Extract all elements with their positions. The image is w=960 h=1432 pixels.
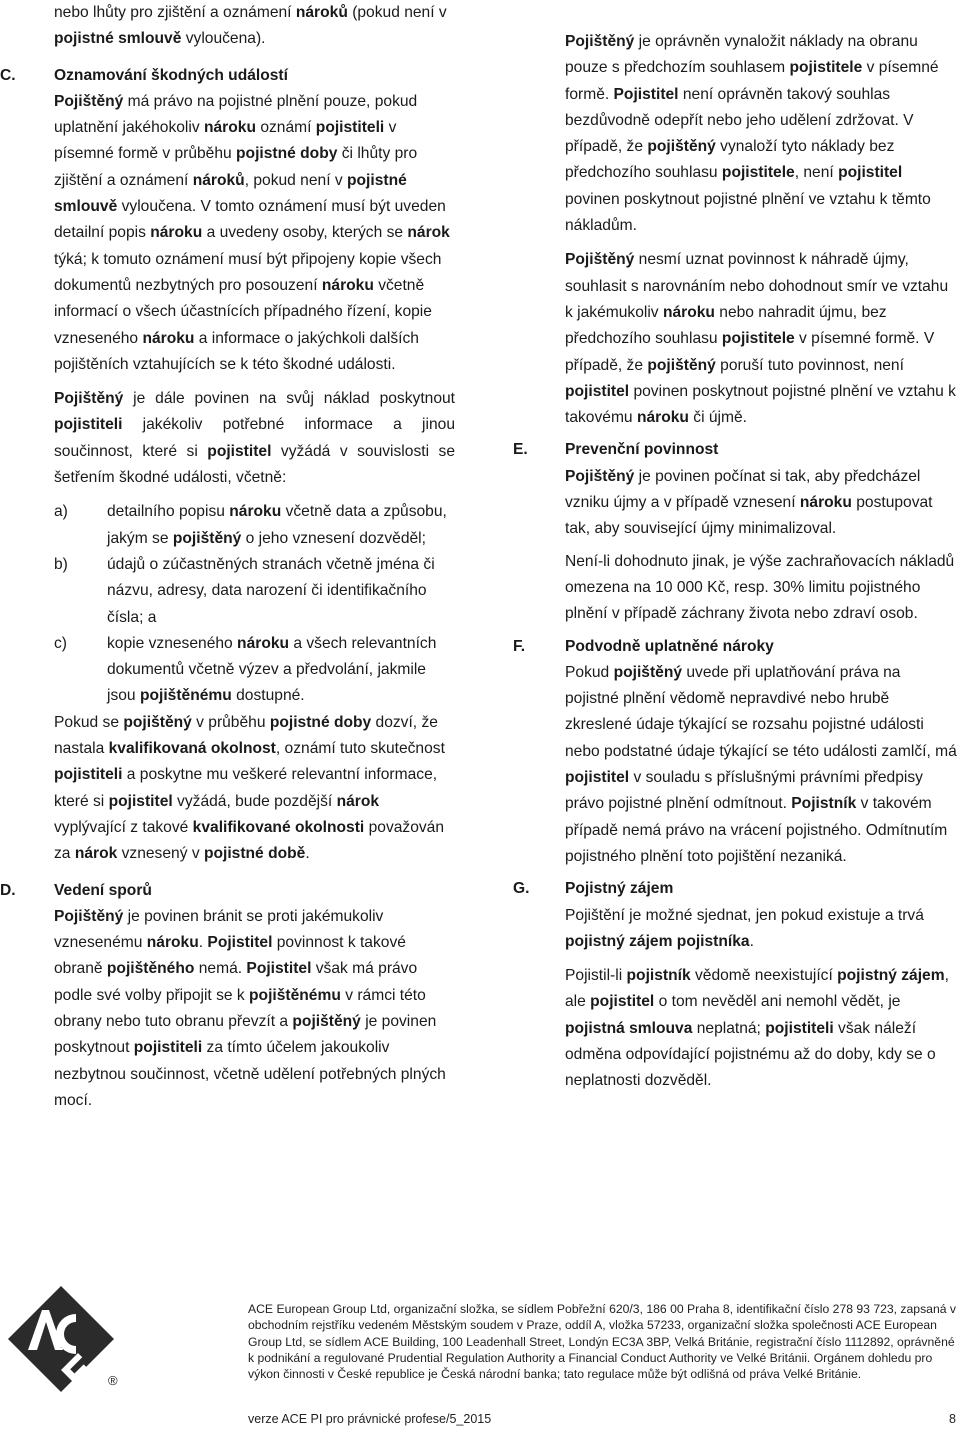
section-c-paragraph-2: Pojištěný je dále povinen na svůj náklad poskytnout pojistiteli jakékoliv potřebné informace a jinou součinnost, které si pojistitel vyžádá v souvislosti se šetřením škodné události, včetně: (54, 390, 455, 487)
list-item (54, 631, 455, 710)
left-column (0, 0, 455, 1114)
section-d-letter: D. (0, 881, 16, 899)
section-e-paragraph-1: Pojištěný je povinen počínat si tak, aby předcházel vzniku újmy a v případě vznesení nároku postupovat tak, aby související újmy minimalizoval. (565, 467, 933, 538)
company-info: ACE European Group Ltd, organizační složka, se sídlem Pobřežní 620/3, 186 00 Praha 8, identifikační číslo 278 93 723, zapsaná v obchodním rejstříku vedeném Městským soudem v Praze, oddíl A, vložka 57233, organizační složka společnosti ACE European Group Ltd, se sídlem ACE Building, 100 Leadenhall Street, Londýn EC3A 3BP, Velká Británie, registrační číslo 1112892, oprávněné k podnikání a regulované Prudential Regulation Authority a Financial Conduct Authority ve Velké Británii. Orgánem dohledu pro výkon činnosti v České republice je Česká národní banka; tato regulace může být odlišná od práva Velké Británie. (248, 1302, 956, 1382)
section-c-paragraph-3: Pokud se pojištěný v průběhu pojistné doby dozví, že nastala kvalifikovaná okolnost, oznámí tuto skutečnost pojistiteli a poskytne mu veškeré relevantní informace, které si pojistitel vyžádá, bude pozdější nárok vyplývající z takové kvalifikované okolnosti považován za nárok vznesený v pojistné době. (54, 713, 445, 863)
list-item-marker: c) (54, 634, 67, 652)
section-f-title: Podvodně uplatněné nároky (565, 637, 774, 655)
section-g-paragraph-2: Pojistil-li pojistník vědomě neexistující pojistný zájem, ale pojistitel o tom nevěděl ani nemohl vědět, je pojistná smlouva neplatná; pojistiteli však náleží odměna odpovídající pojistnému až do doby, kdy se o neplatnosti dozvěděl. (565, 967, 949, 1090)
list-item-text: údajů o zúčastněných stranách včetně jména či názvu, adresy, data narození či identifikačního čísla; a (107, 555, 435, 626)
section-d-paragraph-1: Pojištěný je povinen bránit se proti jakémukoliv vznesenému nároku. Pojistitel povinnost k takové obraně pojištěného nemá. Pojistitel však má právo podle své volby připojit se k pojištěnému v rámci této obrany nebo tuto obranu převzít a pojištěný je povinen poskytnout pojistiteli za tímto účelem jakoukoliv nezbytnou součinnost, včetně udělení potřebných plných mocí. (54, 907, 446, 1109)
section-c-list (54, 499, 455, 709)
list-item-text: detailního popisu nároku včetně data a způsobu, jakým se pojištěný o jeho vznesení dozvěděl; (107, 503, 447, 547)
section-d-title: Vedení sporů (54, 881, 152, 899)
carry-over-paragraph: nebo lhůty pro zjištění a oznámení nároků (pokud není v pojistné smlouvě vyloučena). (54, 4, 447, 48)
section-f (511, 634, 958, 871)
list-item (54, 499, 455, 552)
section-d-paragraph-3: Pojištěný nesmí uznat povinnost k náhradě újmy, souhlasit s narovnáním nebo dohodnout smír ve vztahu k jakémukoliv nároku nebo nahradit újmu, bez předchozího souhlasu pojistitele v písemné formě. V případě, že pojištěný poruší tuto povinnost, není pojistitel povinen poskytnout pojistné plnění ve vztahu k takovému nároku či újmě. (565, 251, 956, 427)
section-c-title: Oznamování škodných událostí (54, 66, 288, 84)
list-item-marker: b) (54, 555, 68, 573)
section-g-paragraph-1: Pojištění je možné sjednat, jen pokud existuje a trvá pojistný zájem pojistníka. (565, 906, 924, 950)
document-version: verze ACE PI pro právnické profese/5_2015 (248, 1412, 492, 1426)
list-item-marker: a) (54, 503, 68, 521)
logo-text: ACE (59, 1348, 63, 1349)
section-e-letter: E. (513, 441, 528, 459)
section-e (511, 437, 958, 627)
list-item (54, 552, 455, 631)
right-column (511, 29, 958, 1095)
section-c-paragraph-1: Pojištěný má právo na pojistné plnění pouze, pokud uplatnění jakéhokoliv nároku oznámí pojistiteli v písemné formě v průběhu pojistné doby či lhůty pro zjištění a oznámení nároků, pokud není v pojistné smlouvě vyloučena. V tomto oznámení musí být uveden detailní popis nároku a uvedeny osoby, kterých se nárok týká; k tomuto oznámení musí být připojeny kopie všech dokumentů nezbytných pro posouzení nároku včetně informací o všech účastnících případného řízení, kopie vzneseného nároku a informace o jakýchkoli dalších pojištěních vztahujících se k této škodné události. (54, 92, 450, 373)
section-g-title: Pojistný zájem (565, 880, 674, 898)
section-d-paragraph-2: Pojištěný je oprávněn vynaložit náklady na obranu pouze s předchozím souhlasem pojistitele v písemné formě. Pojistitel není oprávněn takový souhlas bezdůvodně odepřít nebo jeho udělení zdržovat. V případě, že pojištěný vynaloží tyto náklady bez předchozího souhlasu pojistitele, není pojistitel povinen poskytnout pojistné plnění ve vztahu k těmto nákladům. (565, 33, 939, 235)
section-f-letter: F. (513, 637, 526, 655)
ace-logo (6, 1284, 116, 1394)
section-g-letter: G. (513, 880, 530, 898)
section-e-paragraph-2: Není-li dohodnuto jinak, je výše zachraňovacích nákladů omezena na 10 000 Kč, resp. 30% limitu pojistného plnění v případě záchrany života nebo zdraví osob. (565, 552, 955, 623)
section-d-continued (511, 29, 958, 431)
registered-mark: ® (108, 1373, 118, 1388)
section-c-letter: C. (0, 66, 16, 84)
section-d (0, 878, 455, 1115)
section-f-paragraph-1: Pokud pojištěný uvede při uplatňování práva na pojistné plnění vědomě nepravdivé nebo hrubě zkreslené údaje týkající se rozsahu pojistné události nebo podstatné údaje týkající se této události zamlčí, má pojistitel v souladu s příslušnými právními předpisy právo pojistné plnění odmítnout. Pojistník v takovém případě nemá právo na vrácení pojistného. Odmítnutím pojistného plnění toto pojištění nezaniká. (565, 663, 957, 865)
list-item-text: kopie vzneseného nároku a všech relevantních dokumentů včetně výzev a předvolání, jakmile jsou pojištěnému dostupné. (107, 634, 437, 705)
section-g (511, 876, 958, 1094)
page-number: 8 (949, 1412, 956, 1426)
page-footer (0, 1280, 960, 1432)
section-e-title: Prevenční povinnost (565, 441, 719, 459)
section-c (0, 63, 455, 868)
